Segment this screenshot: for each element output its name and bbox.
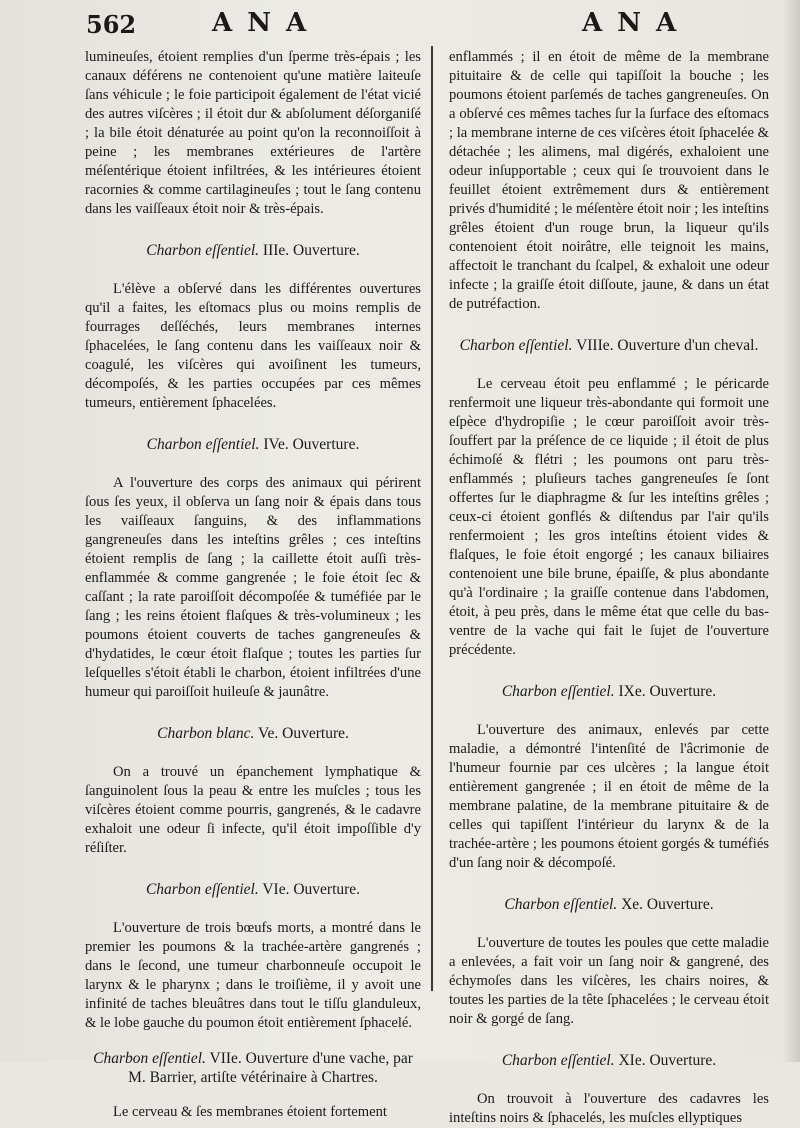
right-running-title: A N A — [582, 8, 680, 38]
heading-rest: VIIIe. Ouverture d'un cheval. — [576, 337, 759, 354]
paragraph: A l'ouverture des corps des animaux qui périrent ſous ſes yeux, il obſerva un ſang noir & épais dans tous les vaiſſeaux ſanguins, & des inflammations gangreneuſes dans les inteſtins grêles ; ces inteſtins étoient remplis de ſang ; la caillette étoit auſſi très-enflammée & comme gangrenée ; le foie étoit ſec & caſſant ; la rate paroiſſoit décompoſée & tuméfiée par le ſang ; les reins étoient flaſques & très-volumineux ; les poumons étoient couverts de taches gangreneuſes & d'hydatides, le cœur étoit flaſque ; toutes les parties ſur leſquelles s'étoit établi le charbon, étoient infiltrées d'une humeur qui paroiſſoit huileuſe & jaunâtre. — [85, 475, 421, 700]
section-heading — [85, 435, 421, 454]
heading-rest: IXe. Ouverture. — [618, 683, 717, 700]
heading-rest: IVe. Ouverture. — [263, 436, 360, 453]
paragraph: L'élève a obſervé dans les différentes ouvertures qu'il a faites, les eſtomacs plus ou moins remplis de fourrages deſſéchés, leurs membranes internes ſphacelées, le ſang contenu dans les vaiſſeaux noir & coagulé, les viſcères qui avoiſinent les tumeurs, décompoſés, & les parties occupées par ces mêmes tumeurs, entièrement ſphacelées. — [85, 281, 421, 411]
section-heading — [85, 724, 421, 743]
heading-rest: VIe. Ouverture. — [262, 881, 361, 898]
paragraph: lumineuſes, étoient remplies d'un ſperme très-épais ; les canaux déférens ne contenoient qu'une matière laiteuſe ſans véhicule ; le foie participoit également de l'état vicié des autres viſcères ; il étoit dur & abſolument déſorganiſé ; la bile étoit dénaturée au point qu'on la reconnoiſſoit à peine ; les membranes extérieures de l'artère méſentérique étoient infiltrées, & les intérieures étoient racornies & comme cartilagineuſes ; tout le ſang contenu dans les vaiſſeaux étoit noir & très-épais. — [85, 49, 421, 217]
section-heading — [449, 1051, 769, 1070]
page-edge-shadow — [782, 0, 800, 1062]
heading-rest: Xe. Ouverture. — [621, 896, 714, 913]
paragraph: On trouvoit à l'ouverture des cadavres les inteſtins noirs & ſphacelés, les muſcles ellyptiques — [449, 1091, 769, 1126]
paragraph: L'ouverture de toutes les poules que cette maladie a enlevées, a fait voir un ſang noir & gangrené, des échymoſes dans les viſcères, les chairs noires, & toutes les parties de la tête ſphacelées ; le cerveau étoit noir & gorgé de ſang. — [449, 935, 769, 1027]
heading-rest: Ve. Ouverture. — [258, 725, 349, 742]
heading-italic: Charbon eſſentiel. — [146, 242, 260, 259]
heading-italic: Charbon eſſentiel. — [504, 896, 618, 913]
section-heading — [85, 1049, 421, 1087]
heading-rest: VIIe. Ouverture d'une vache, par M. Barrier, artiſte vétérinaire à Chartres. — [128, 1050, 413, 1086]
paragraph: enflammés ; il en étoit de même de la membrane pituitaire & de celle qui tapiſſoit la bouche ; les poumons étoient parſemés de taches gangreneuſes. On a obſervé ces mêmes taches ſur la ſurface des eſtomacs ; la membrane interne de ces viſcères étoit ſphacelée & détachée ; les alimens, mal digérés, exhaloient une odeur inſupportable ; ceux qui ſe trouvoient dans le feuillet étoient extrêmement durs & entièrement privés d'humidité ; le méſentère étoit noir ; les inteſtins grêles étoient d'un rouge brun, la liqueur qu'ils contenoient étoit noirâtre, elle teignoit les mains, affectoit le tranchant du ſcalpel, & exhaloit une odeur infecte ; la graiſſe étoit diſſoute, jaune, & dans un état de putréfaction. — [449, 49, 769, 312]
section-heading — [85, 241, 421, 260]
heading-italic: Charbon eſſentiel. — [93, 1050, 206, 1067]
heading-italic: Charbon blanc. — [157, 725, 255, 742]
right-column — [449, 48, 769, 1128]
section-heading — [449, 682, 769, 701]
heading-rest: IIIe. Ouverture. — [262, 242, 360, 259]
heading-italic: Charbon eſſentiel. — [146, 436, 260, 453]
paragraph: Le cerveau & ſes membranes étoient fortement — [113, 1104, 387, 1120]
heading-italic: Charbon eſſentiel. — [145, 881, 259, 898]
section-heading — [85, 880, 421, 899]
heading-rest: XIe. Ouverture. — [618, 1052, 717, 1069]
section-heading — [449, 895, 769, 914]
paragraph: On a trouvé un épanchement lymphatique & ſanguinolent ſous la peau & entre les muſcles ; tous les viſcères étoient comme pourris, gangrenés, & le cadavre exhaloit une odeur ſi infecte, qu'il étoit impoſſible d'y réſiſter. — [85, 764, 421, 856]
left-column — [85, 48, 421, 1122]
paragraph: L'ouverture de trois bœufs morts, a montré dans le premier les poumons & la trachée-artère gangrenés ; dans le ſecond, une tumeur charbonneuſe occupoit le larynx & le pharynx ; dans le troiſième, il y avoit une infinité de taches bleuâtres dans tout le tiſſu glanduleux, & le lobe gauche du poumon étoit entièrement ſphacelé. — [85, 920, 421, 1031]
heading-italic: Charbon eſſentiel. — [501, 1052, 615, 1069]
left-running-title: A N A — [212, 8, 310, 38]
paragraph: L'ouverture des animaux, enlevés par cette maladie, a démontré l'intenſité de l'âcrimonie de l'humeur fournie par ces ulcères ; la langue étoit entièrement gangrenée ; il en étoit de même de la membrane palatine, de la membrane pituitaire & de celles qui tapiſſent l'intérieur du larynx & de la trachée-artère ; les poumons étoient gorgés & tuméfiés d'un ſang noir & décompoſé. — [449, 722, 769, 871]
heading-italic: Charbon eſſentiel. — [501, 683, 615, 700]
paragraph: Le cerveau étoit peu enflammé ; le péricarde renfermoit une liqueur très-abondante qui formoit une eſpèce d'hydropiſie ; le cœur paroiſſoit avoir très-ſouffert par la préſence de ce liquide ; il étoit de plus échimoſé & flétri ; les poumons ont paru très-enflammés ; pluſieurs taches gangreneuſes ſe ſont offertes ſur le diaphragme & ſur les inteſtins grêles ; ceux-ci étoient gonflés & diſtendus par l'air qu'ils renfermoient ; les gros inteſtins étoient vides & flaſques, le foie étoit engorgé ; les canaux biliaires contenoient une bile brune, épaiſſe, & plus abondante qu'à l'ordinaire ; la graiſſe contenue dans l'abdomen, étoit, à peu près, dans le même état que celle du bas-ventre de la vache qui fait le ſujet de l'ouverture précédente. — [449, 376, 769, 658]
page-number: 562 — [86, 10, 137, 39]
heading-italic: Charbon eſſentiel. — [459, 337, 573, 354]
column-divider — [431, 46, 433, 991]
section-heading — [449, 336, 769, 355]
